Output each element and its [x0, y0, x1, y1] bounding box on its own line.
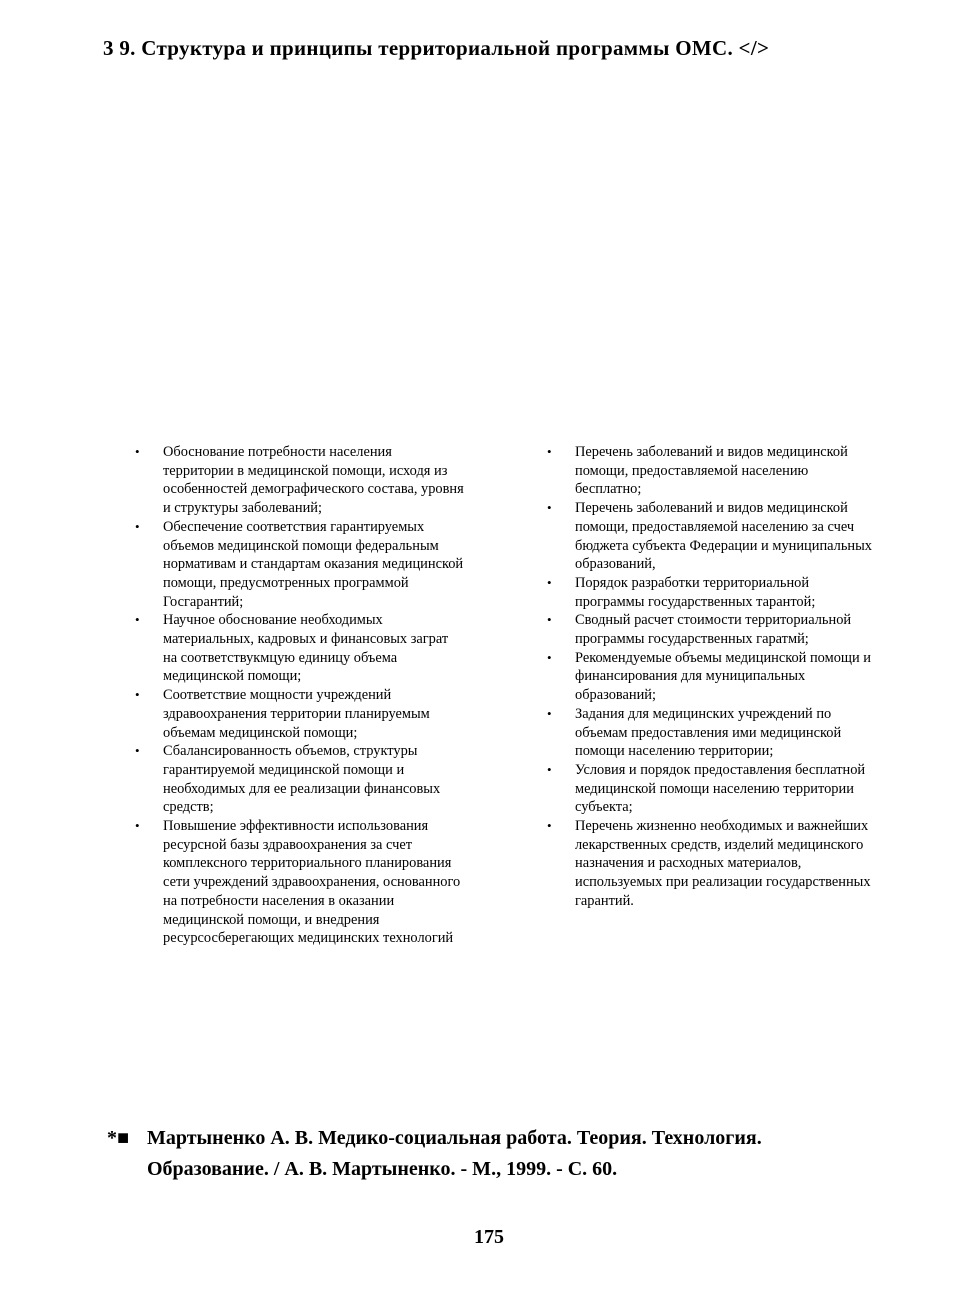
bullet-icon: • — [547, 612, 552, 628]
footnote-line-2: Образование. / А. В. Мартыненко. - М., 1999. - С. 60. — [147, 1158, 618, 1180]
bullet-icon: • — [135, 612, 140, 628]
footnote-citation — [107, 1123, 907, 1185]
bullet-icon: • — [135, 444, 140, 459]
list-item — [547, 574, 877, 611]
list-item — [547, 649, 877, 705]
footnote-marker: *■ — [107, 1127, 130, 1149]
list-item — [547, 443, 877, 499]
list-item — [135, 443, 465, 518]
list-item-text: Задания для медицинских учреждений по объемам предоставления ими медицинской помощи населению территории; — [575, 705, 842, 760]
list-item — [547, 611, 877, 648]
right-bullet-list — [547, 443, 877, 911]
bullet-icon: • — [547, 444, 552, 459]
list-item-text: Повышение эффективности использования ресурсной базы здравоохранения за счет комплексного территориального планирования сети учреждений здравоохранения, основанного на потребности населения в оказании медицинской помощи, и внедрения ресурсосберегающих медицинских технологий — [163, 818, 461, 947]
bullet-icon: • — [547, 574, 552, 590]
list-item — [547, 705, 877, 761]
list-item-text: Условия и порядок предоставления бесплатной медицинской помощи населению территории субъекта; — [575, 761, 866, 816]
list-item — [135, 742, 465, 817]
page-number: 175 — [474, 1226, 504, 1248]
bullet-icon: • — [547, 818, 552, 834]
bullet-icon: • — [547, 761, 552, 777]
list-item-text: Сводный расчет стоимости территориальной программы государственных гаратмй; — [575, 612, 852, 648]
bullet-icon: • — [135, 743, 140, 759]
list-item — [135, 611, 465, 686]
list-item-text: Перечень заболеваний и видов медицинской помощи, предоставляемой населению бесплатно; — [575, 444, 848, 498]
list-item — [547, 499, 877, 574]
bullet-icon: • — [135, 518, 140, 534]
list-item — [547, 761, 877, 817]
footnote-line-1: Мартыненко А. В. Медико-социальная работа. Теория. Технология. — [147, 1127, 762, 1149]
left-bullet-list — [135, 443, 465, 948]
list-item-text: Перечень жизненно необходимых и важнейших лекарственных средств, изделий медицинского назначения и расходных материалов, используемых при реализации государственных гарантий. — [575, 818, 871, 909]
list-item — [135, 518, 465, 612]
list-item-text: Научное обоснование необходимых материальных, кадровых и финансовых заграт на соответствукмцую единицу объема медицинской помощи; — [163, 612, 449, 685]
list-item-text: Обоснование потребности населения территории в медицинской помощи, исходя из особенностей демографического состава, уровня и структуры заболеваний; — [163, 444, 464, 517]
list-item-text: Сбалансированность объемов, структуры гарантируемой медицинской помощи и необходимых для ее реализации финансовых средств; — [163, 743, 441, 816]
bullet-icon: • — [547, 705, 552, 721]
list-item-text: Перечень заболеваний и видов медицинской помощи, предоставляемой населению за счеч бюджета субъекта Федерации и муниципальных образований, — [575, 500, 872, 573]
bullet-icon: • — [547, 649, 552, 665]
page-title: 3 9. Структура и принципы территориальной программы ОМС. </> — [103, 36, 770, 60]
list-item-text: Соответствие мощности учреждений здравоохранения территории планируемым объемам медицинской помощи; — [163, 687, 430, 741]
list-item-text: Рекомендуемые объемы медицинской помощи и финансирования для муниципальных образований; — [575, 649, 871, 704]
bullet-icon: • — [547, 500, 552, 516]
list-item-text: Обеспечение соответствия гарантируемых объемов медицинской помощи федеральным нормативам и стандартам оказания медицинской помощи, предусмотренных программой Госгарантий; — [163, 518, 464, 610]
list-item — [547, 817, 877, 911]
footnote — [107, 1123, 907, 1185]
list-item — [135, 686, 465, 742]
list-item-text: Порядок разработки территориальной программы государственных тарантой; — [575, 574, 816, 610]
list-item — [135, 817, 465, 948]
bullet-icon: • — [135, 687, 140, 703]
bullet-icon: • — [135, 818, 140, 834]
